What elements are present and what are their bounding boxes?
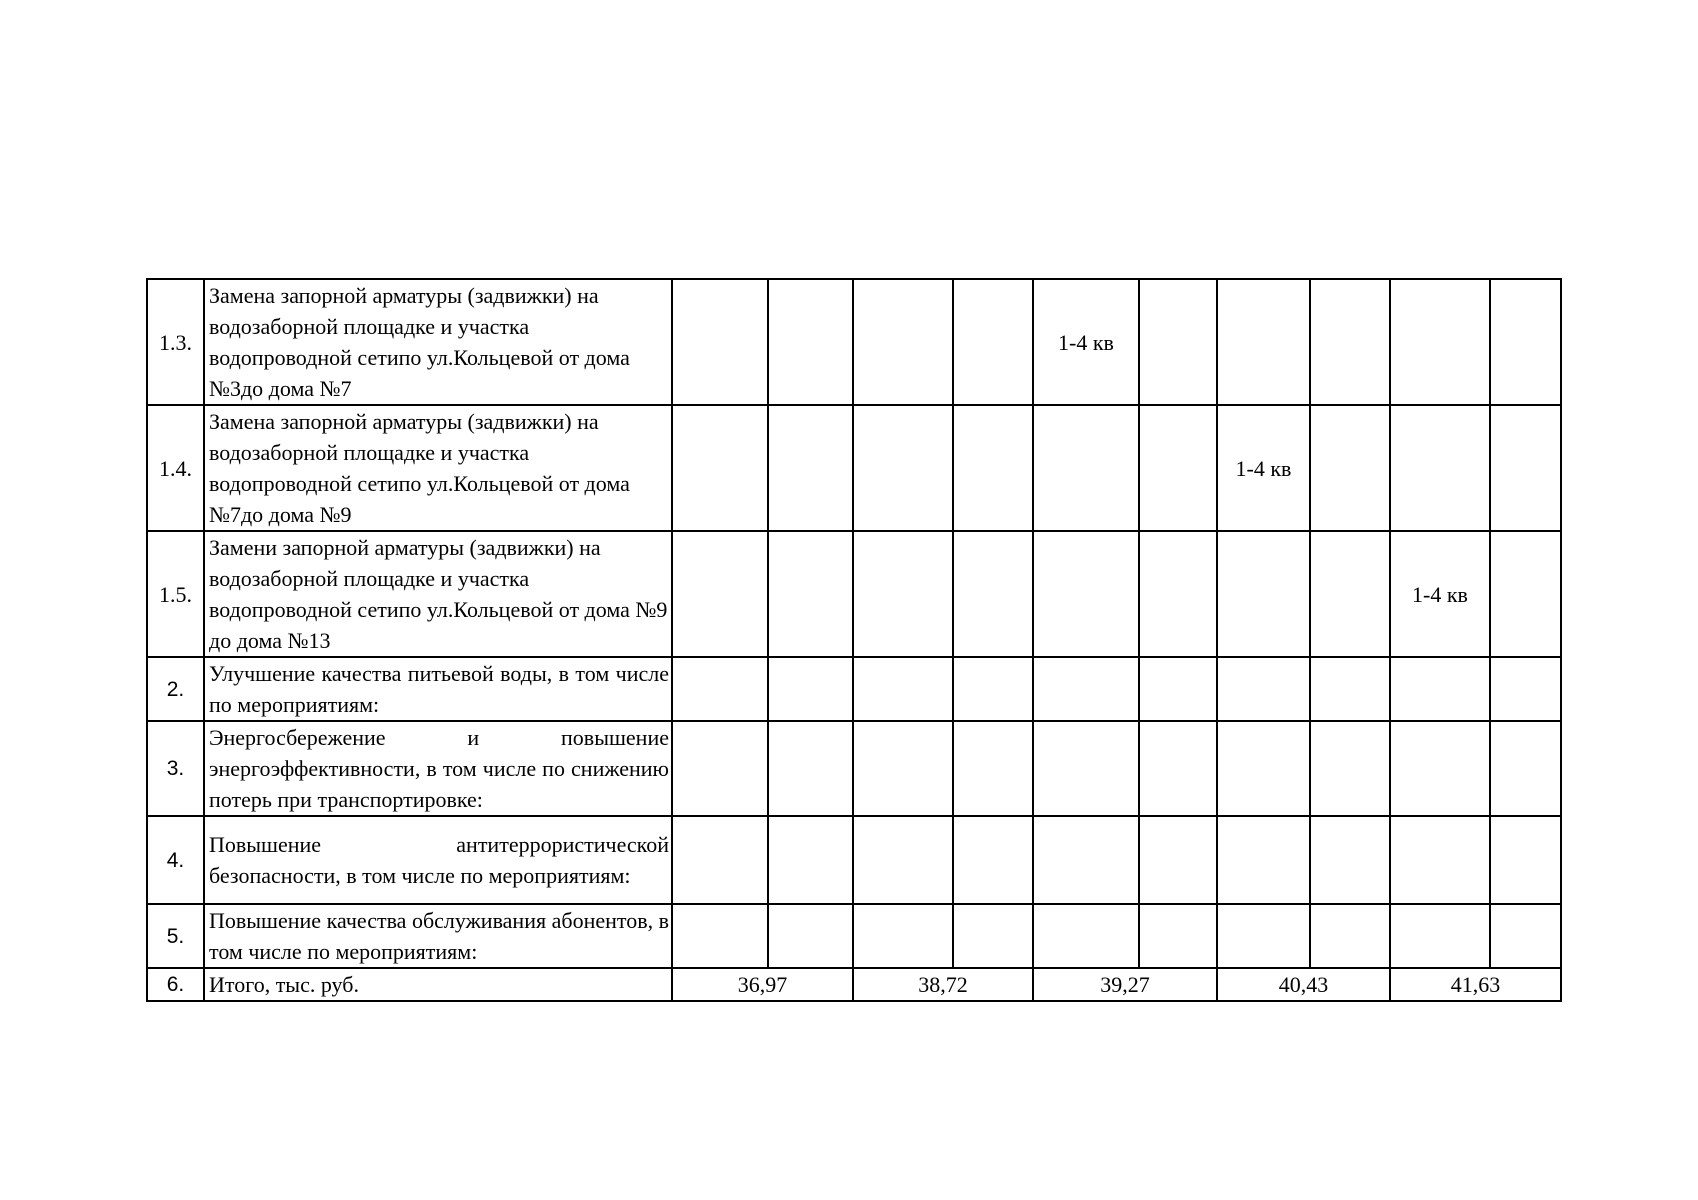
table-cell: 1-4 кв xyxy=(1217,405,1310,531)
table-cell xyxy=(853,904,953,968)
table-cell xyxy=(672,405,768,531)
table-cell xyxy=(853,405,953,531)
row-description: Энергосбережение и повышение энергоэффективности, в том числе по снижению потерь при транспортировке: xyxy=(204,721,672,816)
table-cell xyxy=(1390,279,1490,405)
table-cell xyxy=(1033,904,1139,968)
table-row xyxy=(147,721,1561,816)
table-cell xyxy=(1033,721,1139,816)
table-cell xyxy=(768,531,853,657)
total-label: Итого, тыс. руб. xyxy=(204,968,672,1001)
total-value: 39,27 xyxy=(1033,968,1217,1001)
plan-table xyxy=(146,278,1562,1002)
row-description: Замени запорной арматуры (задвижки) на водозаборной площадке и участка водопроводной сетипо ул.Кольцевой от дома №9 до дома №13 xyxy=(204,531,672,657)
table-cell xyxy=(768,279,853,405)
table-cell xyxy=(672,904,768,968)
table-cell xyxy=(1139,657,1217,721)
table-row xyxy=(147,531,1561,657)
row-number: 3. xyxy=(147,721,204,816)
table-cell xyxy=(768,904,853,968)
table-cell xyxy=(1139,531,1217,657)
table-cell xyxy=(768,816,853,904)
table-cell xyxy=(1217,904,1310,968)
total-value: 38,72 xyxy=(853,968,1033,1001)
table-row xyxy=(147,657,1561,721)
table-cell xyxy=(672,721,768,816)
table-row xyxy=(147,816,1561,904)
row-number: 5. xyxy=(147,904,204,968)
table-cell xyxy=(1390,721,1490,816)
total-value: 41,63 xyxy=(1390,968,1561,1001)
row-description: Повышение антитеррористической безопасности, в том числе по мероприятиям: xyxy=(204,816,672,904)
table-cell xyxy=(1390,657,1490,721)
table-cell xyxy=(672,531,768,657)
table-cell xyxy=(1217,657,1310,721)
table-cell: 1-4 кв xyxy=(1033,279,1139,405)
table-cell xyxy=(768,405,853,531)
row-number: 1.5. xyxy=(147,531,204,657)
table-cell xyxy=(953,531,1033,657)
table-cell xyxy=(1139,816,1217,904)
row-number: 1.4. xyxy=(147,405,204,531)
table-cell xyxy=(1033,657,1139,721)
table-cell xyxy=(1217,721,1310,816)
table-cell xyxy=(672,279,768,405)
table-cell xyxy=(1490,904,1561,968)
table-cell xyxy=(853,721,953,816)
table-cell xyxy=(768,657,853,721)
table-cell xyxy=(1217,816,1310,904)
table-cell xyxy=(1310,405,1390,531)
table-cell xyxy=(1139,279,1217,405)
table-cell xyxy=(953,816,1033,904)
table-cell xyxy=(1490,531,1561,657)
table-cell xyxy=(1490,657,1561,721)
table-cell xyxy=(853,279,953,405)
table-cell xyxy=(1217,531,1310,657)
table-cell xyxy=(1033,405,1139,531)
table-cell xyxy=(953,405,1033,531)
row-number: 6. xyxy=(147,968,204,1001)
total-value: 36,97 xyxy=(672,968,853,1001)
total-row xyxy=(147,968,1561,1001)
table-cell xyxy=(1033,531,1139,657)
table-row xyxy=(147,405,1561,531)
table-cell xyxy=(1490,816,1561,904)
table-cell: 1-4 кв xyxy=(1390,531,1490,657)
table-cell xyxy=(953,904,1033,968)
table-row xyxy=(147,904,1561,968)
total-value: 40,43 xyxy=(1217,968,1390,1001)
table-cell xyxy=(1310,904,1390,968)
table-cell xyxy=(853,657,953,721)
table-cell xyxy=(1033,816,1139,904)
table-cell xyxy=(1390,405,1490,531)
table-cell xyxy=(1310,657,1390,721)
table-body xyxy=(147,279,1561,1001)
table-cell xyxy=(953,657,1033,721)
row-number: 4. xyxy=(147,816,204,904)
table-cell xyxy=(1490,405,1561,531)
table-cell xyxy=(1217,279,1310,405)
table-cell xyxy=(1390,816,1490,904)
table-cell xyxy=(1490,279,1561,405)
table-row xyxy=(147,279,1561,405)
table-cell xyxy=(672,657,768,721)
row-description: Замена запорной арматуры (задвижки) на водозаборной площадке и участка водопроводной сетипо ул.Кольцевой от дома №7до дома №9 xyxy=(204,405,672,531)
table-cell xyxy=(1310,531,1390,657)
table-cell xyxy=(1310,721,1390,816)
table-cell xyxy=(853,531,953,657)
table-cell xyxy=(953,721,1033,816)
table-cell xyxy=(853,816,953,904)
table-cell xyxy=(953,279,1033,405)
table-cell xyxy=(1490,721,1561,816)
row-description: Замена запорной арматуры (задвижки) на водозаборной площадке и участка водопроводной сетипо ул.Кольцевой от дома №3до дома №7 xyxy=(204,279,672,405)
table-cell xyxy=(672,816,768,904)
row-number: 1.3. xyxy=(147,279,204,405)
table-cell xyxy=(1310,279,1390,405)
row-description: Улучшение качества питьевой воды, в том числе по мероприятиям: xyxy=(204,657,672,721)
table-cell xyxy=(1139,904,1217,968)
row-description: Повышение качества обслуживания абонентов, в том числе по мероприятиям: xyxy=(204,904,672,968)
table-cell xyxy=(768,721,853,816)
row-number: 2. xyxy=(147,657,204,721)
table-cell xyxy=(1139,721,1217,816)
table-cell xyxy=(1139,405,1217,531)
table-cell xyxy=(1390,904,1490,968)
table-cell xyxy=(1310,816,1390,904)
